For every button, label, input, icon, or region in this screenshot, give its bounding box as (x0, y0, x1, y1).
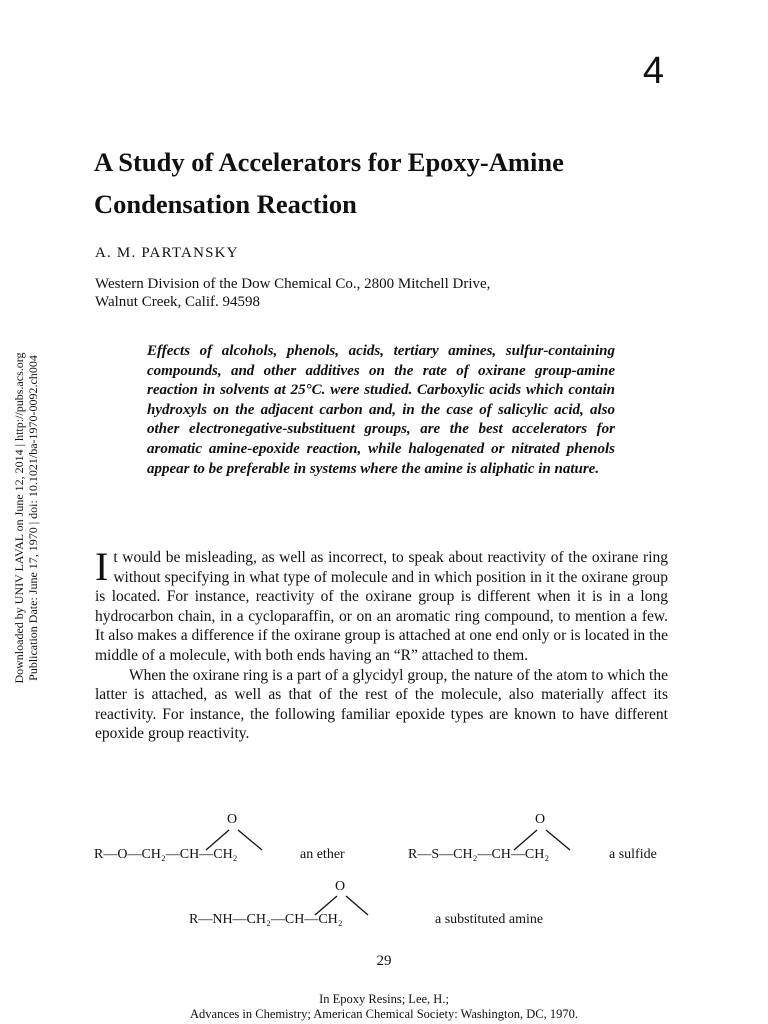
article-title: A Study of Accelerators for Epoxy-Amine Condensation Reaction (94, 147, 564, 219)
drop-cap: I (95, 544, 109, 589)
author-name: A. M. PARTANSKY (95, 245, 239, 261)
affiliation (95, 275, 655, 311)
sulfide-label: a sulfide (609, 847, 657, 862)
sulfide-formula: R—S—CH₂—CH—CH₂ (408, 847, 550, 862)
ether-formula: R—O—CH₂—CH—CH₂ (94, 847, 238, 862)
side-note-line-1: Downloaded by UNIV LAVAL on June 12, 2014 | http://pubs.acs.org (12, 352, 26, 684)
footer-line-2: Advances in Chemistry; American Chemical Society: Washington, DC, 1970. (190, 1007, 578, 1021)
paragraph-1-text: t would be misleading, as well as incorrect, to speak about reactivity of the oxirane ring without specifying in what type of molecule and in which position in it the oxirane group is located. For instance, reactivity of the oxirane group is different when it is in a long hydrocarbon chain, in a cycloparaffin, or on an aromatic ring compound, to mention a few. It also makes a difference if the oxirane group is attached at one end only or is located in the middle of a molecule, with both ends having an “R” attached to them. (95, 549, 668, 664)
ether-label: an ether (300, 847, 345, 862)
page-number: 29 (376, 953, 392, 969)
affiliation-line-1: Western Division of the Dow Chemical Co., 2800 Mitchell Drive, (95, 276, 491, 292)
epoxide-formulas (0, 808, 768, 938)
amine-formula: R—NH—CH₂—CH—CH₂ (189, 912, 343, 927)
footer-line-1: In Epoxy Resins; Lee, H.; (319, 992, 449, 1006)
epoxide-ring-drawings (0, 808, 768, 938)
ether-ring-bond-right (238, 830, 262, 850)
amine-ring-bond-right (346, 896, 368, 915)
paragraph-1 (95, 544, 668, 666)
amine-label: a substituted amine (435, 912, 544, 927)
affiliation-line-2: Walnut Creek, Calif. 94598 (95, 294, 261, 310)
sulfide-ring-bond-right (546, 830, 570, 850)
side-note-line-2: Publication Date: June 17, 1970 | doi: 10.1021/ba-1970-0092.ch004 (26, 355, 40, 681)
abstract: Effects of alcohols, phenols, acids, tertiary amines, sulfur-containing compounds, and other additives on the rate of oxirane group-amine reaction in solvents at 25°C. were studied. Carboxylic acids which contain hydroxyls on the adjacent carbon and, in the case of salicylic acid, also other electronegative-substituent groups, are the best accelerators for aromatic amine-epoxide reaction, while halogenated or nitrated phenols appear to be preferable in systems where the amine is aliphatic in nature. (147, 343, 615, 477)
amine-oxygen: O (335, 879, 346, 894)
body-text (95, 544, 668, 744)
chapter-number: 4 (642, 50, 664, 92)
download-side-note (12, 352, 40, 683)
sulfide-oxygen: O (535, 812, 546, 827)
ether-oxygen: O (227, 812, 238, 827)
citation-footer (0, 992, 768, 1022)
paragraph-2: When the oxirane ring is a part of a glycidyl group, the nature of the atom to which the latter is attached, as well as that of the rest of the molecule, also materially affect its reactivity. For instance, the following familiar epoxide types are known to have different epoxide group reactivity. (95, 666, 668, 743)
